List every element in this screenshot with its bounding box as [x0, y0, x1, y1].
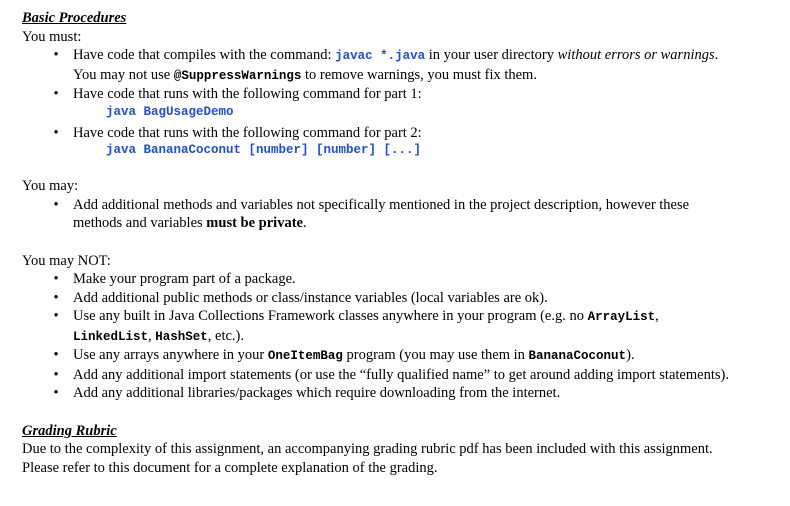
must-item-compile [22, 46, 782, 85]
bullet-icon: • [53, 47, 59, 63]
bullet-icon: • [53, 308, 59, 324]
bullet-icon: • [53, 366, 59, 383]
etc-text: , etc.). [207, 327, 245, 344]
you-may-not-label: You may NOT: [22, 252, 111, 269]
may-item-private [22, 196, 782, 233]
document-page [22, 9, 782, 477]
linkedlist-code: LinkedList [73, 329, 149, 344]
without-errors-text: without errors or warnings [557, 47, 715, 63]
collections-text: Use any built in Java Collections Framework classes anywhere in your program (e.g. no [73, 308, 588, 324]
may-not-item-arrays [22, 346, 782, 366]
bullet-icon: • [53, 271, 59, 287]
part2-command: java BananaCoconut [number] [number] [...] [106, 143, 422, 157]
part1-text: Have code that runs with the following command for part 1: [73, 86, 422, 102]
bananacoconut-code: BananaCoconut [528, 349, 627, 363]
may-item-line1: Add additional methods and variables not specifically mentioned in the project description, however these [73, 196, 690, 213]
hashset-code: HashSet [155, 329, 208, 344]
suppresswarnings-code: @SuppressWarnings [173, 68, 302, 83]
may-not-item-imports [22, 366, 782, 385]
bullet-icon: • [53, 347, 59, 363]
you-must-label: You must: [22, 28, 82, 45]
may-list [22, 196, 782, 233]
bullet-icon: • [53, 385, 59, 401]
suppress-text-post: to remove warnings, you must fix them. [301, 66, 537, 83]
must-item-part2 [22, 124, 782, 160]
separator: , [148, 327, 156, 344]
part1-command: java BagUsageDemo [106, 104, 234, 119]
must-item-compile-text-2: in your user directory [425, 47, 558, 63]
rubric-line2: Please refer to this document for a complete explanation of the grading. [22, 459, 438, 476]
period: . [714, 47, 719, 63]
must-item-compile-text: Have code that compiles with the command: [73, 47, 336, 63]
arrays-text-mid: program (you may use them in [342, 347, 529, 363]
libraries-text: Add any additional libraries/packages which require downloading from the internet. [73, 385, 561, 401]
may-item-line2-pre: methods and variables [73, 215, 207, 231]
rubric-line1: Due to the complexity of this assignment, an accompanying grading rubric pdf has been included with this assignment. [22, 441, 713, 457]
arraylist-code: ArrayList [587, 310, 656, 324]
part2-text: Have code that runs with the following command for part 2: [73, 124, 422, 141]
must-item-part1 [22, 85, 782, 121]
may-not-list [22, 270, 782, 403]
may-not-item-package [22, 270, 782, 289]
arrays-text-pre: Use any arrays anywhere in your [73, 347, 268, 363]
bullet-icon: • [53, 196, 59, 213]
bullet-icon: • [53, 124, 59, 141]
must-list [22, 46, 782, 159]
imports-text: Add any additional import statements (or use the “fully qualified name” to get around adding import statements). [73, 366, 729, 383]
suppress-text-pre: You may not use [73, 66, 174, 83]
you-may-label: You may: [22, 178, 79, 194]
may-not-item-collections [22, 307, 782, 346]
arrays-text-post: ). [626, 347, 635, 363]
comma: , [655, 308, 659, 324]
public-methods-text: Add additional public methods or class/instance variables (local variables are ok). [73, 289, 548, 306]
oneitembag-code: OneItemBag [267, 349, 343, 363]
package-text: Make your program part of a package. [73, 271, 296, 287]
basic-procedures-heading: Basic Procedures [22, 10, 127, 26]
grading-rubric-heading: Grading Rubric [22, 422, 117, 439]
period: . [302, 215, 307, 231]
javac-command: javac *.java [335, 49, 426, 63]
must-be-private-text: must be private [206, 215, 303, 231]
bullet-icon: • [53, 86, 59, 102]
bullet-icon: • [53, 289, 59, 306]
may-not-item-libraries [22, 384, 782, 403]
may-not-item-public [22, 289, 782, 308]
